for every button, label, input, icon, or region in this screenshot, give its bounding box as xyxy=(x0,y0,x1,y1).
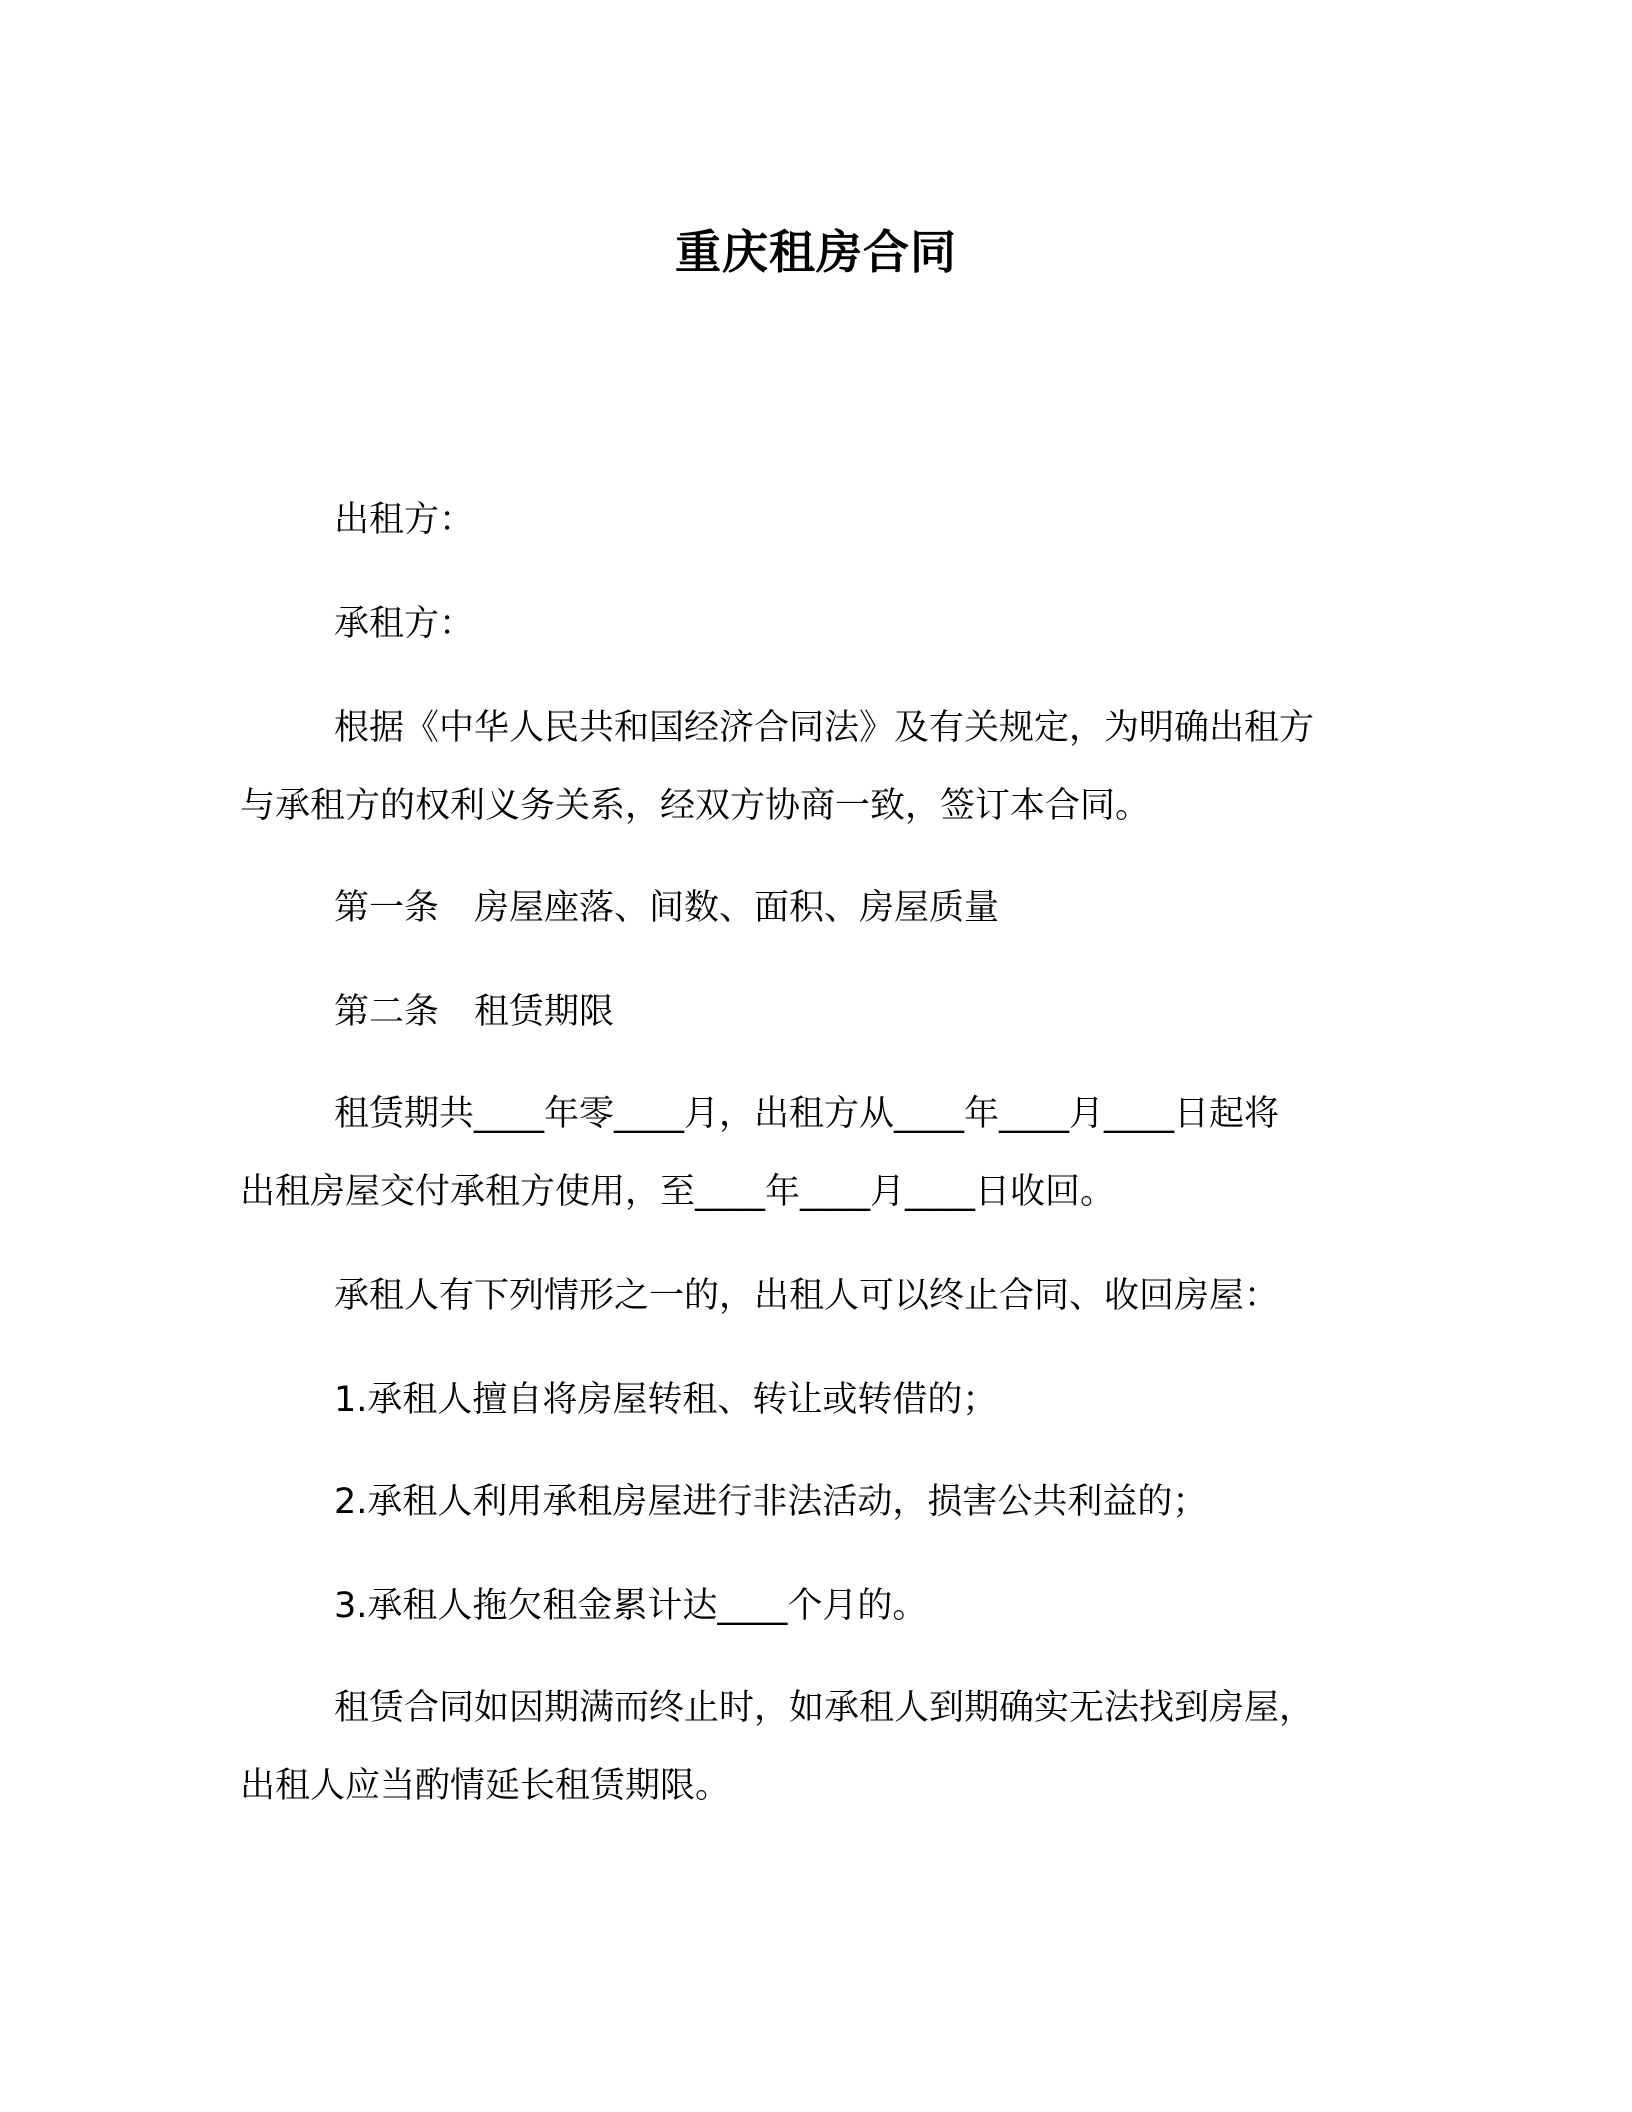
preamble-line-1: 根据《中华人民共和国经济合同法》及有关规定，为明确出租方 xyxy=(334,708,1315,748)
extension-line-2: 出租人应当酌情延长租赁期限。 xyxy=(240,1766,731,1806)
lessor-line: 出租方： xyxy=(334,500,475,540)
termination-item-3: 3.承租人拖欠租金累计达____个月的。 xyxy=(334,1586,928,1626)
lessee-line: 承租方： xyxy=(334,604,475,644)
lease-term-line-2: 出租房屋交付承租方使用，至____年____月____日收回。 xyxy=(240,1172,1116,1212)
termination-item-2: 2.承租人利用承租房屋进行非法活动，损害公共利益的； xyxy=(334,1482,1208,1522)
termination-item-1: 1.承租人擅自将房屋转租、转让或转借的； xyxy=(334,1380,998,1420)
extension-line-1: 租赁合同如因期满而终止时，如承租人到期确实无法找到房屋， xyxy=(334,1688,1315,1728)
preamble-line-2: 与承租方的权利义务关系，经双方协商一致，签订本合同。 xyxy=(240,786,1151,826)
article-1-heading: 第一条 房屋座落、间数、面积、房屋质量 xyxy=(334,888,1000,928)
document-title: 重庆租房合同 xyxy=(675,225,957,279)
lease-term-line-1: 租赁期共____年零____月，出租方从____年____月____日起将 xyxy=(334,1094,1280,1134)
termination-intro: 承租人有下列情形之一的，出租人可以终止合同、收回房屋： xyxy=(334,1276,1280,1316)
article-2-heading: 第二条 租赁期限 xyxy=(334,992,615,1032)
